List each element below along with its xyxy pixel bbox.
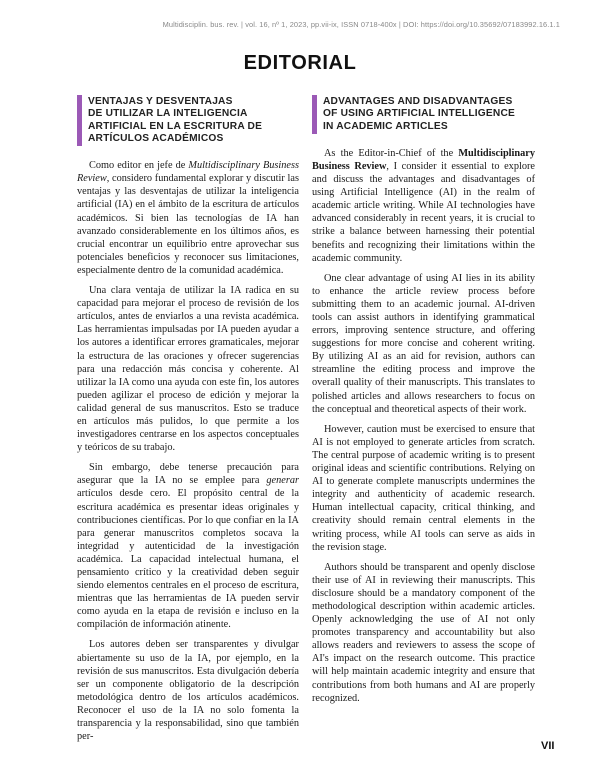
spanish-paragraph-4: Los autores deben ser transparentes y divulgar abiertamente su uso de la IA, por ejemplo, en la revisión de sus manuscritos. Esta divulgación debería ser un componente obligatorio de la descripción metodológica dentro de los artículos académicos. Reconocer el uso de la IA no solo fomenta la transparencia y la responsabilidad, sino que también per- <box>77 639 299 743</box>
journal-name-italic: Multidisciplinary Business Review <box>77 160 299 185</box>
english-column <box>312 95 535 712</box>
english-paragraph-1 <box>312 147 535 265</box>
spanish-paragraph-1 <box>77 159 299 277</box>
text-run: , considero fundamental explorar y discutir las ventajas y las desventajas de utilizar la inteligencia artificial (IA) en el ámbito de la escritura de artículos académicos. Si bien las tecnologías de IA han avanzado considerablemente en los últimos años, es crucial encontrar un equilibrio entre aprovechar sus potenciales beneficios y reconocer sus limitaciones, especialmente dentro de la comunidad académica. <box>77 173 299 276</box>
text-run: As the Editor-in-Chief of the <box>324 147 459 159</box>
page-title: EDITORIAL <box>243 52 357 74</box>
journal-name-bold: Multidisciplinary Business Review <box>312 147 535 172</box>
running-head: Multidisciplin. bus. rev. | vol. 16, nº 1, 2023, pp.vii-ix, ISSN 0718-400x | DOI: https://doi.org/10.35692/07183992.16.1.1 <box>162 20 560 29</box>
spanish-column <box>77 95 299 750</box>
english-paragraph-2: One clear advantage of using AI lies in its ability to enhance the article review process before submitting them to an academic journal. AI-driven tools can assist authors in identifying grammatical errors, improving sentence structure, and offering suggestions for more concise and coherent writing. By utilizing AI as an aid for revision, authors can streamline the editing process and improve the overall quality of their manuscripts. This translates to polished articles and allows researchers to focus on the conceptual and theoretical aspects of their work. <box>312 272 535 415</box>
spanish-section-heading: VENTAJAS Y DESVENTAJAS DE UTILIZAR LA INTELIGENCIA ARTIFICIAL EN LA ESCRITURA DE ARTÍCULOS ACADÉMICOS <box>77 95 299 146</box>
text-run: Como editor en jefe de <box>89 160 189 172</box>
spanish-paragraph-3 <box>77 461 299 631</box>
text-run: artículos desde cero. El propósito central de la escritura académica es presentar ideas originales y contribuciones científicas. Por lo que confiar en la IA para generar manuscritos completos socava la integridad y autenticidad de la investigación académica. La capacidad intelectual humana, el pensamiento crítico y la creatividad deben seguir siendo elementos centrales en el proceso de escritura, mientras que las herramientas de IA pueden servir como ayuda en la etapa de revisión e incluso en la compilación de información atinente. <box>77 488 299 631</box>
emphasis-italic: generar <box>266 475 299 487</box>
page-number: VII <box>541 740 555 752</box>
english-section-heading: ADVANTAGES AND DISADVANTAGES OF USING ARTIFICIAL INTELLIGENCE IN ACADEMIC ARTICLES <box>312 95 535 134</box>
english-paragraph-3: However, caution must be exercised to ensure that AI is not employed to generate articles from scratch. The central purpose of academic writing is to present original ideas and scientific contributions. Relying on AI to generate complete manuscripts undermines the integrity and authenticity of academic research. Human intellectual capacity, critical thinking, and creativity should remain central elements in the writing process, while AI tools can serve as aids in the revision stage. <box>312 423 535 553</box>
text-run: , I consider it essential to explore and discuss the advantages and disadvantages of using Artificial Intelligence (AI) in the realm of academic article writing. While AI technologies have advanced considerably in recent years, it is crucial to strike a balance between harnessing their potential benefits and recognizing their limitations within the academic community. <box>312 160 535 264</box>
spanish-paragraph-2: Una clara ventaja de utilizar la IA radica en su capacidad para mejorar el proceso de revisión de los artículos, antes de enviarlos a una revista académica. Las herramientas impulsadas por IA pueden ayudar a los autores a identificar errores gramaticales, mejorar la estructura de las oraciones y ofrecer sugerencias para una redacción más concisa y coherente. Al utilizar la IA como una ayuda con este fin, los autores pueden agilizar el proceso de edición y mejorar la calidad general de sus manuscritos. Esto se traduce en artículos más pulidos, lo que permite a los investigadores centrarse en los aspectos conceptuales y teóricos de su trabajo. <box>77 285 299 454</box>
text-run: Sin embargo, debe tenerse precaución para asegurar que la IA no se emplee para <box>77 462 299 487</box>
english-paragraph-4: Authors should be transparent and openly disclose their use of AI in reviewing their manuscripts. This disclosure should be a mandatory component of the methodological description within academic articles. Openly acknowledging the use of AI not only promotes transparency and accountability but also allows readers and reviewers to assess the scope of AI's impact on the research outcome. This practice will help maintain academic integrity and ensure that contributions from both humans and AI are properly recognized. <box>312 561 535 704</box>
